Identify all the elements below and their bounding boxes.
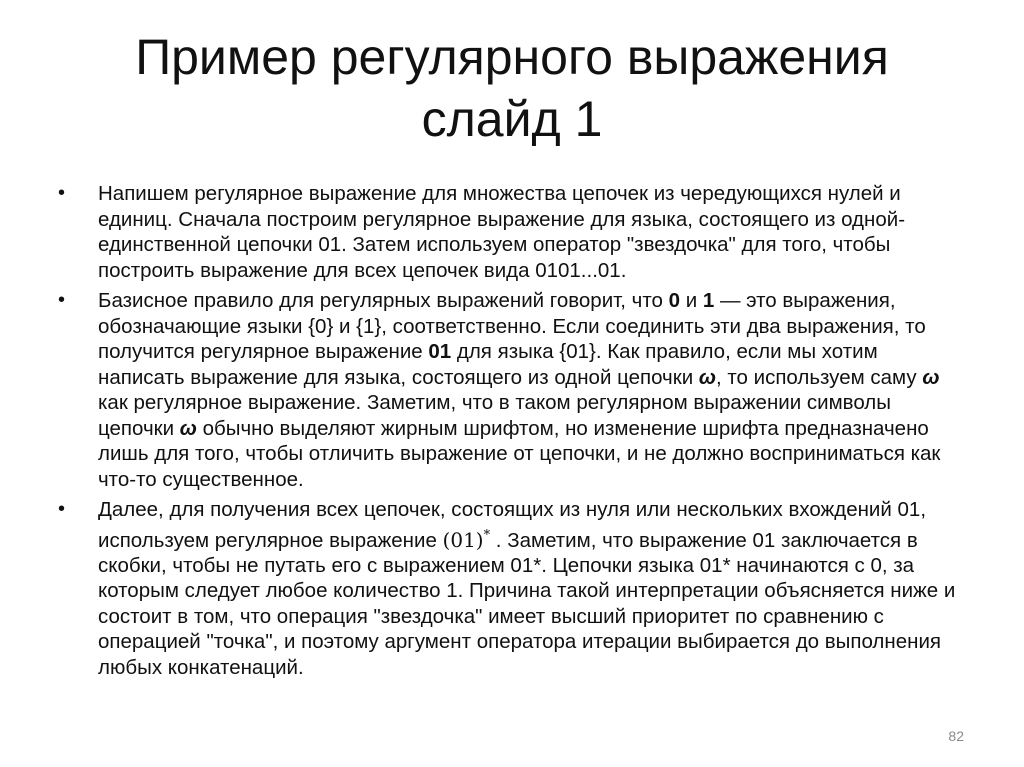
- bold-zero: 0: [668, 289, 680, 312]
- math-superscript: *: [483, 527, 491, 543]
- bullet-item-2: [58, 288, 968, 492]
- bullet-item-1: [58, 181, 968, 283]
- text-segment: и: [680, 289, 703, 312]
- text-segment: для языка {01}. Как правило, если мы хотим написать выражение для языка, состоящего из одной цепочки: [98, 340, 878, 389]
- bold-01: 01: [428, 340, 452, 363]
- bullet-icon: •: [58, 182, 66, 204]
- text-segment: обычно выделяют жирным шрифтом, но изменение шрифта предназначено лишь для того, чтобы отличить выражение от цепочки, и не должно восприниматься как что-то существенное.: [98, 416, 941, 491]
- slide-title-line-1: Пример регулярного выражения: [135, 29, 889, 85]
- omega-symbol: ω: [179, 416, 197, 440]
- bullet-icon: •: [58, 498, 66, 520]
- text-segment: как регулярное выражение. Заметим, что в таком регулярном выражении символы цепочки: [98, 391, 891, 440]
- bullet-text-3: [98, 497, 968, 680]
- bullet-text-1: Напишем регулярное выражение для множества цепочек из чередующихся нулей и единиц. Сначала построим регулярное выражение для языка, состоящего из одной-единственной цепочки 01. Затем используем оператор "звездочка" для того, чтобы построить выражение для всех цепочек вида 0101...01.: [98, 182, 906, 282]
- math-expression: (01): [442, 527, 484, 552]
- omega-symbol: ω: [698, 365, 716, 389]
- text-segment: Далее, для получения всех цепочек, состоящих из нуля или нескольких вхождений 01, используем регулярное выражение: [98, 498, 927, 552]
- bullet-list: [58, 181, 968, 685]
- page-number: 82: [948, 728, 964, 744]
- slide-title-line-2: слайд 1: [421, 91, 603, 147]
- bullet-text-2: [98, 288, 968, 492]
- text-segment: , то используем саму: [715, 365, 923, 389]
- text-segment: Базисное правило для регулярных выражений говорит, что: [98, 289, 669, 312]
- omega-symbol: ω: [922, 365, 940, 389]
- text-segment: — это выражения, обозначающие языки {0} и {1}, соответственно. Если соединить эти два выражения, то получится регулярное выражение: [98, 289, 926, 363]
- slide-title: [70, 26, 954, 150]
- bullet-icon: •: [58, 289, 66, 311]
- bullet-item-3: [58, 497, 968, 680]
- text-segment: . Заметим, что выражение 01 заключается в скобки, чтобы не путать его с выражением 01*. Цепочки языка 01* начинаются с 0, за которым следует любое количество 1. Причина такой интерпретации объясняется ниже и состоит в том, что операция "звездочка" имеет высший приоритет по сравнению с операцией "точка", и поэтому аргумент оператора итерации выбирается до выполнения любых конкатенаций.: [98, 528, 956, 679]
- bold-one: 1: [702, 289, 715, 312]
